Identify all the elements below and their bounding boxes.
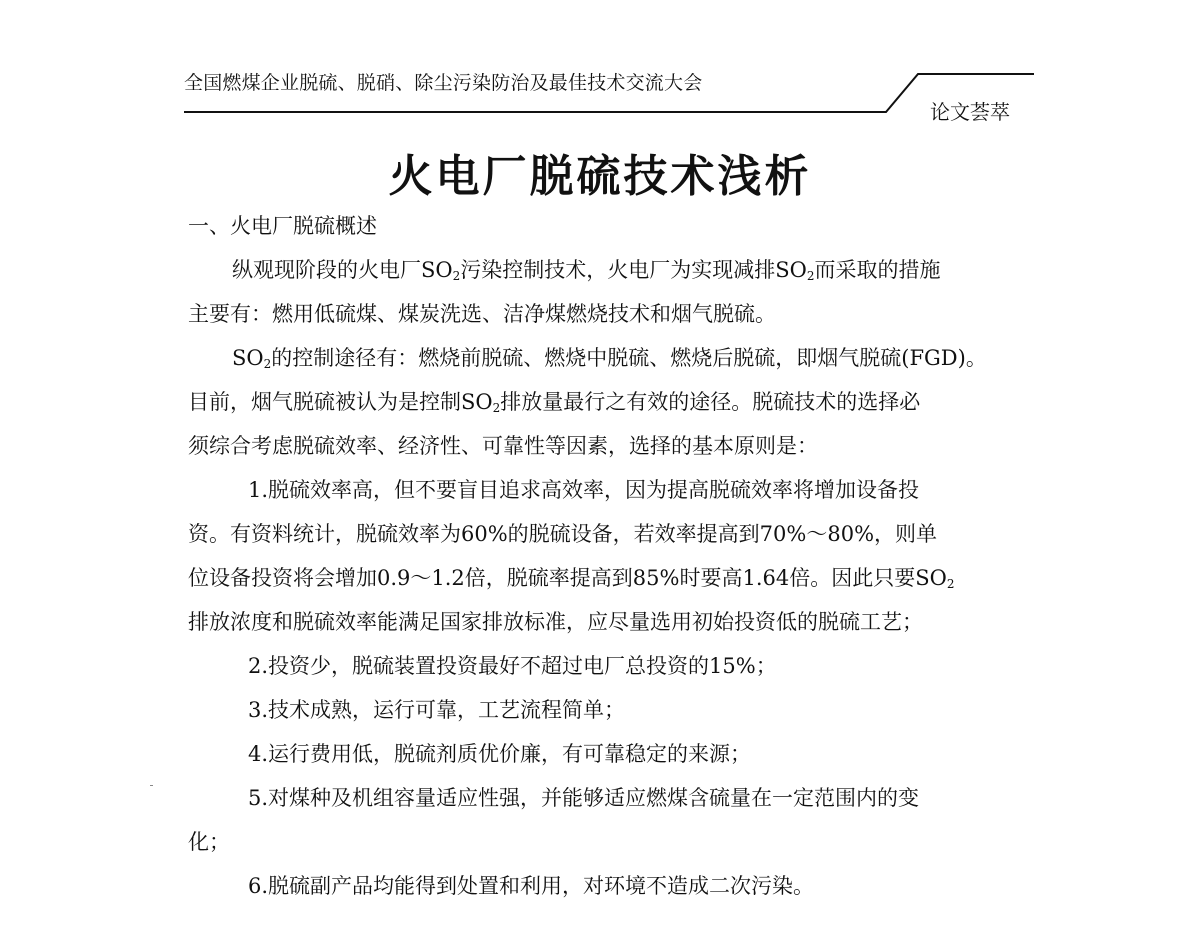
article-title: 火电厂脱硫技术浅析 [388, 151, 812, 202]
list-item: 4.运行费用低，脱硫剂质优价廉，有可靠稳定的来源； [248, 742, 752, 766]
scan-speck [150, 785, 153, 786]
article-body [188, 204, 1048, 908]
list-item-continuation: 化； [188, 830, 230, 854]
list-item-continuation: 位设备投资将会增加0.9～1.2倍，脱硫率提高到85%时要高1.64倍。因此只要$SO_2$ [188, 566, 955, 591]
section-heading: 一、火电厂脱硫概述 [188, 214, 377, 238]
paragraph-line: $SO_2$的控制途径有：燃烧前脱硫、燃烧中脱硫、燃烧后脱硫，即烟气脱硫(FGD)。 [232, 346, 987, 371]
list-item: 3.技术成熟，运行可靠，工艺流程简单； [248, 698, 626, 722]
paragraph-line: 须综合考虑脱硫效率、经济性、可靠性等因素，选择的基本原则是： [188, 434, 818, 458]
running-header [184, 64, 1034, 124]
list-item: 1.脱硫效率高，但不要盲目追求高效率，因为提高脱硫效率将增加设备投 [248, 478, 920, 502]
section-tag: 论文荟萃 [930, 100, 1010, 124]
paragraph-line: 主要有：燃用低硫煤、煤炭洗选、洁净煤燃烧技术和烟气脱硫。 [188, 302, 776, 326]
list-item-continuation: 资。有资料统计，脱硫效率为60%的脱硫设备，若效率提高到70%～80%，则单 [188, 522, 938, 546]
list-item: 5.对煤种及机组容量适应性强，并能够适应燃煤含硫量在一定范围内的变 [248, 786, 920, 810]
paragraph-line: 目前，烟气脱硫被认为是控制$SO_2$排放量最行之有效的途径。脱硫技术的选择必 [188, 390, 921, 415]
list-item: 6.脱硫副产品均能得到处置和利用，对环境不造成二次污染。 [248, 874, 815, 898]
list-item: 2.投资少，脱硫装置投资最好不超过电厂总投资的15%； [248, 654, 777, 678]
list-item-continuation: 排放浓度和脱硫效率能满足国家排放标准，应尽量选用初始投资低的脱硫工艺； [188, 610, 923, 634]
conference-title: 全国燃煤企业脱硫、脱硝、除尘污染防治及最佳技术交流大会 [184, 72, 703, 94]
paragraph-line: 纵观现阶段的火电厂$SO_2$污染控制技术，火电厂为实现减排$SO_2$而采取的措施 [232, 258, 941, 283]
